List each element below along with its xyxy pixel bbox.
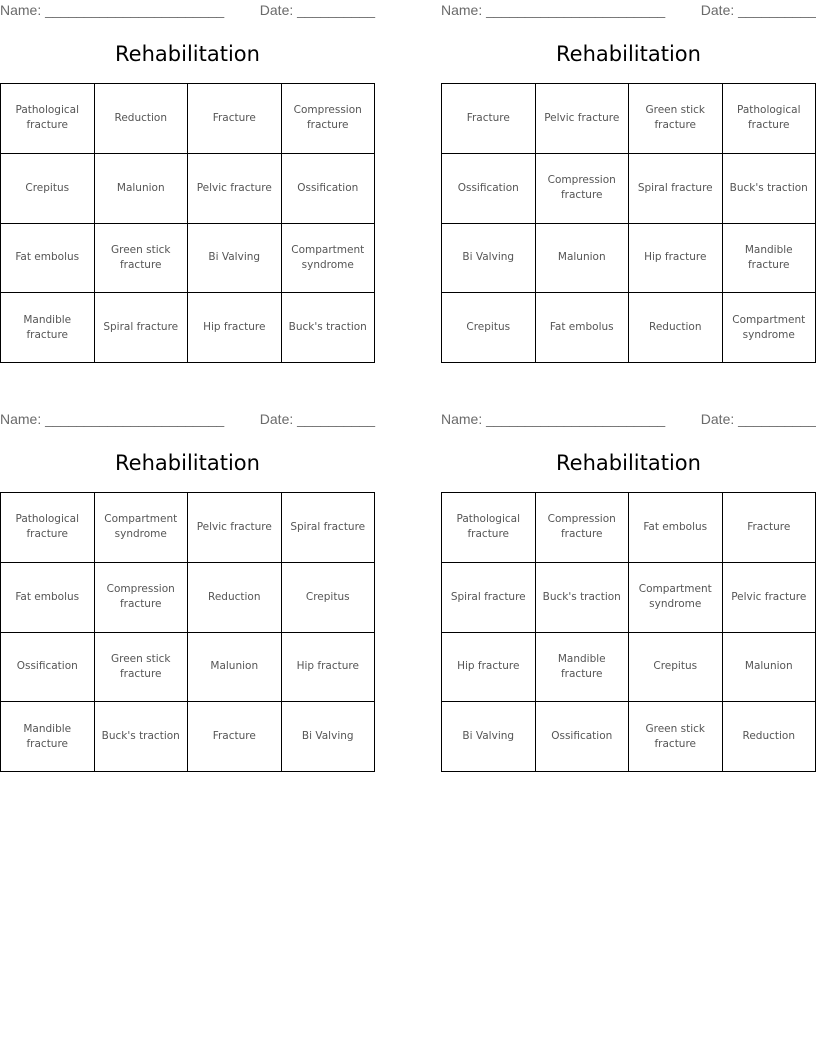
card-header bbox=[0, 411, 375, 429]
bingo-grid bbox=[441, 492, 816, 772]
bingo-cell: Fat embolus bbox=[629, 493, 723, 563]
bingo-cell: Buck's traction bbox=[282, 293, 376, 363]
card-header bbox=[0, 2, 375, 20]
name-field[interactable]: Name: _______________________ bbox=[0, 2, 225, 18]
bingo-cell: Pathological fracture bbox=[1, 493, 95, 563]
bingo-card bbox=[441, 409, 816, 781]
bingo-cell: Pathological fracture bbox=[442, 493, 536, 563]
bingo-cell: Compartment syndrome bbox=[95, 493, 189, 563]
bingo-cell: Ossification bbox=[442, 154, 536, 224]
bingo-cell: Crepitus bbox=[442, 293, 536, 363]
card-title: Rehabilitation bbox=[556, 451, 701, 475]
date-field[interactable]: Date: __________ bbox=[259, 2, 375, 18]
bingo-cell: Fat embolus bbox=[1, 563, 95, 633]
bingo-cell: Crepitus bbox=[1, 154, 95, 224]
bingo-cell: Bi Valving bbox=[442, 224, 536, 294]
bingo-cell: Spiral fracture bbox=[282, 493, 376, 563]
bingo-card bbox=[441, 0, 816, 372]
bingo-cell: Bi Valving bbox=[442, 702, 536, 772]
bingo-cell: Hip fracture bbox=[282, 633, 376, 703]
date-field[interactable]: Date: __________ bbox=[259, 411, 375, 427]
bingo-cell: Pathological fracture bbox=[1, 84, 95, 154]
bingo-grid bbox=[0, 83, 375, 363]
name-field[interactable]: Name: _______________________ bbox=[0, 411, 225, 427]
bingo-cell: Pelvic fracture bbox=[188, 493, 282, 563]
bingo-cell: Reduction bbox=[629, 293, 723, 363]
bingo-cell: Mandible fracture bbox=[723, 224, 816, 294]
bingo-cell: Reduction bbox=[188, 563, 282, 633]
bingo-cell: Bi Valving bbox=[188, 224, 282, 294]
bingo-cell: Ossification bbox=[536, 702, 630, 772]
bingo-cell: Hip fracture bbox=[629, 224, 723, 294]
bingo-cell: Green stick fracture bbox=[95, 224, 189, 294]
bingo-cell: Fracture bbox=[188, 84, 282, 154]
bingo-cell: Hip fracture bbox=[442, 633, 536, 703]
bingo-cell: Crepitus bbox=[629, 633, 723, 703]
date-field[interactable]: Date: __________ bbox=[700, 2, 816, 18]
bingo-cell: Malunion bbox=[536, 224, 630, 294]
bingo-cell: Pelvic fracture bbox=[188, 154, 282, 224]
bingo-card bbox=[0, 0, 375, 372]
bingo-cell: Fracture bbox=[723, 493, 816, 563]
bingo-cell: Reduction bbox=[95, 84, 189, 154]
bingo-cell: Malunion bbox=[723, 633, 816, 703]
bingo-cell: Ossification bbox=[282, 154, 376, 224]
bingo-cell: Compression fracture bbox=[282, 84, 376, 154]
bingo-cell: Green stick fracture bbox=[629, 702, 723, 772]
bingo-cell: Compartment syndrome bbox=[282, 224, 376, 294]
bingo-grid bbox=[441, 83, 816, 363]
bingo-cell: Bi Valving bbox=[282, 702, 376, 772]
bingo-cell: Compression fracture bbox=[536, 154, 630, 224]
bingo-cell: Fracture bbox=[442, 84, 536, 154]
card-header bbox=[441, 2, 816, 20]
bingo-cell: Buck's traction bbox=[723, 154, 816, 224]
bingo-cell: Fat embolus bbox=[536, 293, 630, 363]
card-title: Rehabilitation bbox=[556, 42, 701, 66]
bingo-cell: Compression fracture bbox=[536, 493, 630, 563]
date-field[interactable]: Date: __________ bbox=[700, 411, 816, 427]
bingo-card bbox=[0, 409, 375, 781]
card-header bbox=[441, 411, 816, 429]
bingo-cell: Spiral fracture bbox=[629, 154, 723, 224]
bingo-cell: Mandible fracture bbox=[1, 293, 95, 363]
bingo-cell: Pelvic fracture bbox=[536, 84, 630, 154]
bingo-cell: Pathological fracture bbox=[723, 84, 816, 154]
bingo-cell: Fracture bbox=[188, 702, 282, 772]
bingo-cell: Mandible fracture bbox=[536, 633, 630, 703]
bingo-cell: Fat embolus bbox=[1, 224, 95, 294]
bingo-cell: Compression fracture bbox=[95, 563, 189, 633]
bingo-cell: Mandible fracture bbox=[1, 702, 95, 772]
bingo-cell: Compartment syndrome bbox=[629, 563, 723, 633]
card-title: Rehabilitation bbox=[115, 42, 260, 66]
bingo-cell: Green stick fracture bbox=[95, 633, 189, 703]
bingo-cell: Malunion bbox=[188, 633, 282, 703]
bingo-cell: Crepitus bbox=[282, 563, 376, 633]
bingo-cell: Spiral fracture bbox=[442, 563, 536, 633]
bingo-cell: Hip fracture bbox=[188, 293, 282, 363]
name-field[interactable]: Name: _______________________ bbox=[441, 411, 666, 427]
bingo-cell: Spiral fracture bbox=[95, 293, 189, 363]
bingo-cell: Reduction bbox=[723, 702, 816, 772]
card-title: Rehabilitation bbox=[115, 451, 260, 475]
bingo-cell: Ossification bbox=[1, 633, 95, 703]
bingo-cell: Compartment syndrome bbox=[723, 293, 816, 363]
bingo-grid bbox=[0, 492, 375, 772]
name-field[interactable]: Name: _______________________ bbox=[441, 2, 666, 18]
bingo-cell: Pelvic fracture bbox=[723, 563, 816, 633]
bingo-cell: Green stick fracture bbox=[629, 84, 723, 154]
bingo-cell: Buck's traction bbox=[536, 563, 630, 633]
bingo-cell: Malunion bbox=[95, 154, 189, 224]
bingo-cell: Buck's traction bbox=[95, 702, 189, 772]
